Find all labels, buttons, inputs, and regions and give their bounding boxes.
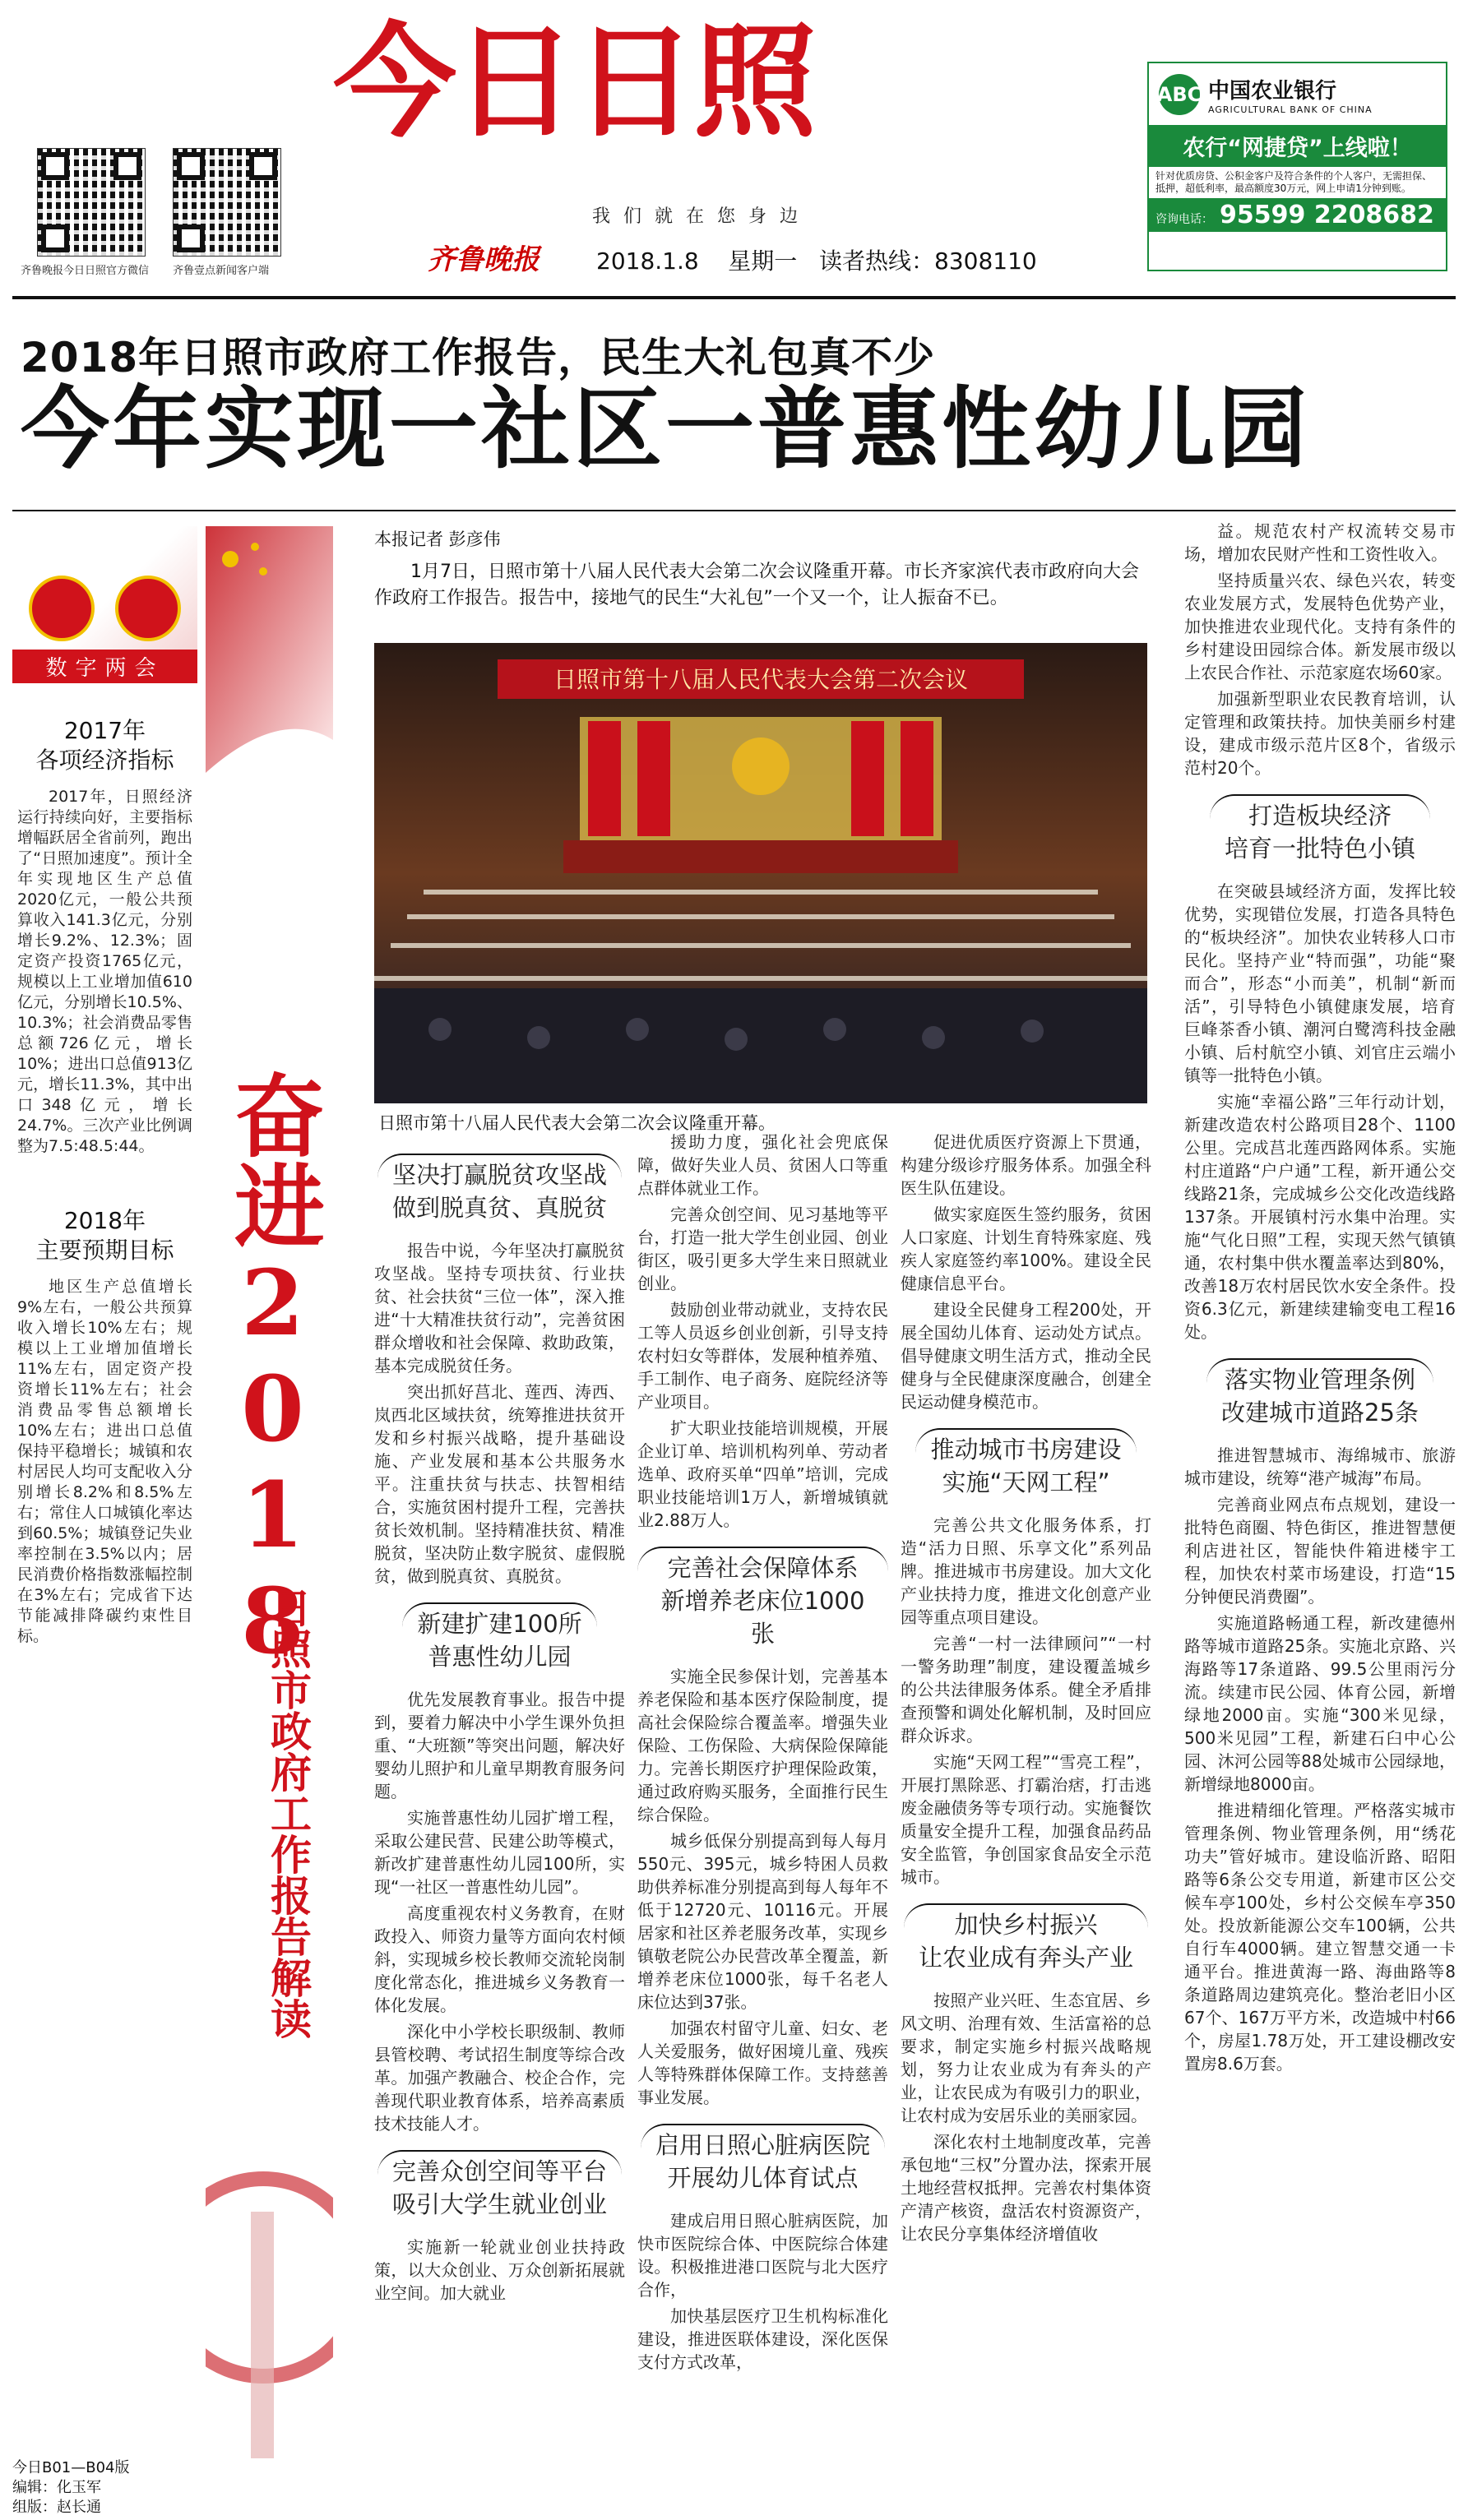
paragraph: 加强新型职业农民教育培训，认定管理和政策扶持。加快美丽乡村建设，建成市级示范片区8个，省级示范村20个。 [1184, 689, 1456, 778]
paragraph: 突出抓好莒北、莲西、涛西、岚西北区域扶贫，统筹推进扶贫开发和乡村振兴战略，提升基础设施、产业发展和基本公共服务水平。注重扶贫与扶志、扶智相结合，实施贫困村提升工程，完善扶贫长效机制。坚持精准扶贫、精准脱贫，坚决防止数字脱贫、虚假脱贫，做到脱真贫、真脱贫。 [374, 1382, 625, 1586]
box-text-2017: 2017年，日照经济运行持续向好，主要指标增幅跃居全省前列，跑出了“日照加速度”。预计全年实现地区生产总值2020亿元，一般公共预算收入141.3亿元，分别增长9.2%、12.3%；固定资产投资1765亿元，规模以上工业增加值610亿元，分别增长10.5%、10.3%；社会消费品零售总额726亿元，增长10%；进出口总值913亿元，增长11.3%，其中出口348亿元，增长24.7%。三次产业比例调整为7.5:48.5:44。 [17, 788, 192, 1155]
section-heading: 打造板块经济 培育一批特色小镇 [1184, 794, 1456, 865]
article-lead: 1月7日，日照市第十八届人民代表大会第二次会议隆重开幕。市长齐家滨代表市政府向大会作政府工作报告。报告中，接地气的民生“大礼包”一个又一个，让人振奋不已。 [374, 562, 1139, 608]
paragraph: 报告中说，今年坚决打赢脱贫攻坚战。坚持专项扶贫、行业扶贫、社会扶贫“三位一体”，深入推进“十大精准扶贫行动”，完善贫困群众增收和社会保障、救助政策，基本完成脱贫任务。 [374, 1241, 625, 1376]
hotline: 读者热线：8308110 [819, 247, 1037, 275]
national-emblem-icon [29, 576, 95, 641]
section-heading: 启用日照心脏病医院 开展幼儿体育试点 [637, 2124, 888, 2194]
typesetter: 组版：赵长通 [12, 2499, 101, 2516]
paragraph: 做实家庭医生签约服务，贫困人口家庭、计划生育特殊家庭、残疾人家庭签约率100%。建设全民健康信息平台。 [901, 1205, 1151, 1293]
article-column-4 [1184, 520, 1456, 2456]
box-title-2018: 2018年 主要预期目标 [35, 1207, 174, 1264]
paragraph: 坚持质量兴农、绿色兴农，转变农业发展方式，发展特色优势产业，加快推进农业现代化。支持有条件的乡村建设田园综合体。新发展市级以上农民合作社、示范家庭农场60家。 [1184, 571, 1456, 682]
headline-rule [12, 510, 1456, 511]
paragraph: 深化中小学校长职级制、教师县管校聘、考试招生制度等综合改革。加强产教融合、校企合作，完善现代职业教育体系，培养高素质技术技能人才。 [374, 2022, 625, 2134]
paragraph: 深化农村土地制度改革，完善承包地“三权”分置办法，探索开展土地经营权抵押。完善农村集体资产清产核资，盘活农村资源资产，让农民分享集体经济增值收 [901, 2132, 1151, 2244]
issue-date: 2018.1.8 [596, 247, 699, 275]
slogan: 我们就在您身边 [592, 206, 812, 227]
paragraph: 完善众创空间、见习基地等平台，打造一批大学生创业园、创业街区，吸引更多大学生来日照就业创业。 [637, 1205, 888, 1293]
dateline [596, 243, 1037, 276]
photo-banner-text: 日照市第十八届人民代表大会第二次会议 [553, 666, 969, 693]
paragraph: 推进智慧城市、海绵城市、旅游城市建设，统筹“港产城海”布局。 [1184, 1445, 1456, 1488]
bank-slogan: 农行“网捷贷”上线啦！ [1149, 125, 1446, 167]
paragraph: 实施“幸福公路”三年行动计划，新建改造农村公路项目28个、1100公里。完成莒北莲西路网体系。实施村庄道路“户户通”工程，新开通公交线路21条，完成城乡公交化改造线路137条。开展镇村污水集中治理。实施“气化日照”工程，实现天然气镇镇通，农村集中供水覆盖率达到80%，改善18万农村居民饮水安全条件。投资6.3亿元，新建续建输变电工程16处。 [1184, 1092, 1456, 1342]
weekday: 星期一 [728, 247, 798, 275]
flag-band [12, 526, 197, 650]
paragraph: 扩大职业技能培训规模，开展企业订单、培训机构列单、劳动者选单、政府买单“四单”培训，完成职业技能培训1万人，新增城镇就业2.88万人。 [637, 1418, 888, 1530]
paragraph: 实施全民参保计划，完善基本养老保险和基本医疗保险制度，提高社会保险综合覆盖率。增强失业保险、工伤保险、大病保险保障能力。完善长期医疗护理保险政策，通过政府购买服务，全面推行民生综合保险。 [637, 1667, 888, 1824]
article-column-3 [901, 1131, 1151, 2454]
section-band: 数字两会 [12, 650, 197, 683]
bank-note: 针对优质房贷、公积金客户及符合条件的个人客户，无需担保、抵押，超低利率，最高额度30万元，网上申请1分钟到账。 [1155, 170, 1433, 194]
brand-logo: 齐鲁晚报 [428, 243, 540, 276]
paragraph: 促进优质医疗资源上下贯通，构建分级诊疗服务体系。加强全科医生队伍建设。 [901, 1132, 1151, 1198]
section-heading: 新建扩建100所 普惠性幼儿园 [374, 1602, 625, 1673]
bank-phone: 咨询电话： 95599 2208682 [1149, 198, 1446, 232]
box-text-2018: 地区生产总值增长9%左右，一般公共预算收入增长10%左右；规模以上工业增加值增长11%左右，固定资产投资增长11%左右；社会消费品零售总额增长10%左右；进出口总值保持平稳增长；城镇和农村居民人均可支配收入分别增长8.2%和8.5%左右；常住人口城镇化率达到60.5%；城镇登记失业率控制在3.5%以内；居民消费价格指数涨幅控制在3%左右；完成省下达节能减排降碳约束性目标。 [17, 1278, 192, 1645]
section-heading: 推动城市书房建设 实施“天网工程” [901, 1428, 1151, 1499]
paragraph: 高度重视农村义务教育，在财政投入、师资力量等方面向农村倾斜，实现城乡校长教师交流轮岗制度化常态化，推进城乡义务教育一体化发展。 [374, 1903, 625, 2015]
sub-headline: 2018年日照市政府工作报告，民生大礼包真不少 [21, 334, 936, 381]
bank-advertisement [1147, 62, 1447, 271]
banner-title: 奋进2018 [220, 1069, 326, 1674]
conference-photo [374, 643, 1147, 1103]
editor: 编辑：化玉军 [12, 2479, 101, 2496]
paragraph: 建成启用日照心脏病医院，加快市医院综合体、中医院综合体建设。积极推进港口医院与北大医疗合作， [637, 2211, 888, 2300]
paragraph: 鼓励创业带动就业，支持农民工等人员返乡创业创新，引导支持农村妇女等群体，发展种植养殖、手工制作、电子商务、庭院经济等产业项目。 [637, 1300, 888, 1412]
paragraph: 完善“一村一法律顾问”“一村一警务助理”制度，建设覆盖城乡的公共法律服务体系。健全矛盾排查预警和调处化解机制，及时回应群众诉求。 [901, 1634, 1151, 1746]
paragraph: 加快基层医疗卫生机构标准化建设，推进医联体建设，深化医保支付方式改革， [637, 2306, 888, 2372]
section-heading: 加快乡村振兴 让农业成有奔头产业 [901, 1903, 1151, 1974]
page-range: 今日B01—B04版 [12, 2459, 130, 2476]
banner-subtitle: 日照市政府工作报告解读 [264, 1587, 312, 2039]
qr-code-icon [37, 148, 146, 257]
bank-name: 中国农业银行 [1208, 78, 1337, 104]
paragraph: 实施新一轮就业创业扶持政策，以大众创业、万众创新拓展就业空间。加大就业 [374, 2237, 625, 2303]
paragraph: 援助力度，强化社会兜底保障，做好失业人员、贫困人口等重点群体就业工作。 [637, 1132, 888, 1198]
byline: 本报记者 彭彦伟 [374, 529, 501, 549]
paragraph: 实施普惠性幼儿园扩增工程，采取公建民营、民建公助等模式，新改扩建普惠性幼儿园100所，实现“一社区一普惠性幼儿园”。 [374, 1808, 625, 1897]
section-heading: 落实物业管理条例 改建城市道路25条 [1184, 1358, 1456, 1429]
section-heading: 完善众创空间等平台 吸引大学生就业创业 [374, 2150, 625, 2221]
newspaper-title: 今日日照 [333, 10, 814, 155]
paragraph: 建设全民健身工程200处，开展全国幼儿体育、运动处方试点。倡导健康文明生活方式，推动全民健身与全民健康深度融合，创建全民运动健身模范市。 [901, 1300, 1151, 1412]
paragraph: 实施“天网工程”“雪亮工程”，开展打黑除恶、打霸治痞，打击逃废金融债务等专项行动。实施餐饮质量安全提升工程，加强食品药品安全监管，争创国家食品安全示范城市。 [901, 1752, 1151, 1887]
bank-logo-icon: ABC [1159, 74, 1200, 115]
qr-code-app [173, 148, 281, 277]
qr-code-icon [173, 148, 281, 257]
qr-caption: 齐鲁壹点新闻客户端 [173, 265, 270, 277]
box-title-2017: 2017年 各项经济指标 [35, 717, 174, 774]
section-heading: 完善社会保障体系 新增养老床位1000张 [637, 1547, 888, 1650]
page-footer [12, 2458, 130, 2518]
paragraph: 实施道路畅通工程，新改建德州路等城市道路25条。实施北京路、兴海路等17条道路、99.5公里雨污分流。续建市民公园、体育公园，新增绿地2000亩。实施“300米见绿，500米见园”工程，新建石臼中心公园、沐河公园等88处城市公园绿地，新增绿地8000亩。 [1184, 1613, 1456, 1794]
paragraph: 完善商业网点布点规划，建设一批特色商圈、特色街区，推进智慧便利店进社区，智能快件箱进楼宇工程，加快农村菜市场建设，打造“15分钟便民消费圈”。 [1184, 1495, 1456, 1607]
section-heading: 坚决打赢脱贫攻坚战 做到脱真贫、真脱贫 [374, 1154, 625, 1224]
qr-code-wechat [21, 148, 150, 277]
paragraph: 按照产业兴旺、生态宜居、乡风文明、治理有效、生活富裕的总要求，制定实施乡村振兴战略规划，努力让农业成为有奔头的产业，让农民成为有吸引力的职业，让农村成为安居乐业的美丽家园。 [901, 1991, 1151, 2125]
qr-caption: 齐鲁晚报今日日照官方微信 [21, 265, 150, 277]
bank-name-en: AGRICULTURAL BANK OF CHINA [1208, 104, 1373, 115]
cppcc-emblem-icon [115, 576, 181, 641]
paragraph: 在突破县域经济方面，发挥比较优势，实现错位发展，打造各具特色的“板块经济”。加快农业转移人口市民化。坚持产业“特而强”，功能“聚而合”，形态“小而美”，机制“新而活”，引导特色小镇健康发展，培育巨峰茶香小镇、潮河白鹭湾科技金融小镇、后村航空小镇、刘官庄云端小镇等一批特色小镇。 [1184, 881, 1456, 1085]
masthead-rule [12, 296, 1456, 299]
paragraph: 城乡低保分别提高到每人每月550元、395元，城乡特困人员救助供养标准分别提高到每人每年不低于12720元、10116元。开展居家和社区养老服务改革，实现乡镇敬老院公办民营改革全覆盖，新增养老床位1000张，每千名老人床位达到37张。 [637, 1831, 888, 2012]
paragraph: 益。规范农村产权流转交易市场，增加农民财产性和工资性收入。 [1184, 521, 1456, 564]
paragraph: 加强农村留守儿童、妇女、老人关爱服务，做好困境儿童、残疾人等特殊群体保障工作。支持慈善事业发展。 [637, 2018, 888, 2107]
main-headline: 今年实现一社区一普惠性幼儿园 [21, 378, 1311, 481]
paragraph: 优先发展教育事业。报告中提到，要着力解决中小学生课外负担重、“大班额”等突出问题，解决好婴幼儿照护和儿童早期教育服务问题。 [374, 1690, 625, 1801]
article-column-2 [637, 1131, 888, 2454]
article-column-1 [374, 1139, 625, 2454]
sidebar [12, 526, 197, 2467]
photo-caption: 日照市第十八届人民代表大会第二次会议隆重开幕。 [378, 1113, 776, 1133]
paragraph: 完善公共文化服务体系，打造“活力日照、乐享文化”系列品牌。推进城市书房建设。加大文化产业扶持力度，推进文化创意产业园等重点项目建设。 [901, 1515, 1151, 1627]
paragraph: 推进精细化管理。严格落实城市管理条例、物业管理条例，用“绣花功夫”管好城市。建设临沂路、昭阳路等6条公交专用道，新建市区公交候车亭100处，乡村公交候车亭350处。投放新能源公交车100辆，公共自行车4000辆。建立智慧交通一卡通平台。推进黄海一路、海曲路等8条道路周边建筑亮化。整治老旧小区67个、167万平方米，改造城中村66个，房屋1.78万处，开工建设棚改安置房8.6万套。 [1184, 1801, 1456, 2074]
